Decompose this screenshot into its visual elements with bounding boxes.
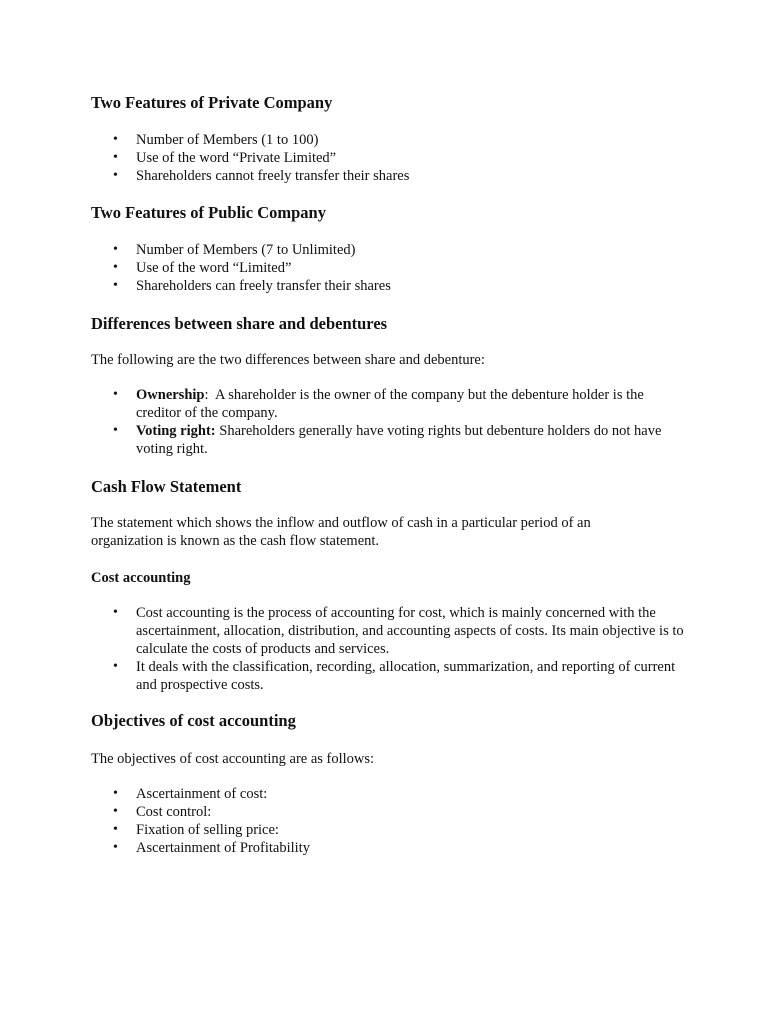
heading-public-company: Two Features of Public Company (91, 203, 326, 222)
cash-flow-body: The statement which shows the inflow and outflow of cash in a particular period of an organization is known as the cash flow statement. (91, 515, 591, 549)
heading-private-company: Two Features of Private Company (91, 93, 333, 112)
list-item: • Cost control: (113, 804, 212, 820)
bullet-icon: • (113, 659, 118, 674)
differences-intro: The following are the two differences between share and debenture: (91, 352, 485, 368)
cost-accounting-list (0, 604, 684, 694)
list-item: • Voting right: Shareholders generally have voting rights but debenture holders do not have voting right. (113, 423, 662, 457)
list-item: • Shareholders can freely transfer their shares (113, 278, 391, 294)
bullet-icon: • (113, 423, 118, 438)
list-item: • Number of Members (7 to Unlimited) (113, 242, 356, 258)
bullet-icon: • (113, 840, 118, 855)
list-item: • Shareholders cannot freely transfer their shares (113, 168, 410, 184)
bullet-icon: • (113, 804, 118, 819)
list-item: • It deals with the classification, recording, allocation, summarization, and reporting of current and prospective costs. (113, 659, 676, 693)
heading-cash-flow: Cash Flow Statement (91, 477, 242, 496)
list-item: • Use of the word “Private Limited” (113, 150, 337, 166)
term-ownership: Ownership (136, 387, 205, 403)
public-company-list (0, 241, 684, 295)
bullet-icon: • (113, 605, 118, 620)
list-item: • Ascertainment of cost: (113, 786, 268, 802)
list-item: • Ascertainment of Profitability (113, 840, 310, 856)
bullet-icon: • (113, 786, 118, 801)
heading-differences: Differences between share and debentures (91, 314, 388, 333)
bullet-icon: • (113, 260, 118, 275)
term-voting-right: Voting right: (136, 423, 216, 439)
heading-objectives: Objectives of cost accounting (91, 711, 296, 730)
bullet-icon: • (113, 150, 118, 165)
list-item: • Fixation of selling price: (113, 822, 279, 838)
private-company-list (0, 131, 684, 185)
objectives-intro: The objectives of cost accounting are as follows: (91, 751, 375, 767)
heading-cost-accounting: Cost accounting (91, 570, 191, 586)
bullet-icon: • (113, 132, 118, 147)
bullet-icon: • (113, 278, 118, 293)
list-item: • Number of Members (1 to 100) (113, 132, 319, 148)
list-item: • Use of the word “Limited” (113, 260, 292, 276)
bullet-icon: • (113, 387, 118, 402)
list-item: • Ownership: A shareholder is the owner of the company but the debenture holder is the creditor of the company. (113, 387, 644, 421)
bullet-icon: • (113, 168, 118, 183)
list-item: • Cost accounting is the process of accounting for cost, which is mainly concerned with the ascertainment, allocation, distribution, and accounting aspects of costs. Its main objective is to calculate the costs of products and services. (113, 605, 684, 657)
objectives-list (0, 785, 684, 857)
bullet-icon: • (113, 822, 118, 837)
bullet-icon: • (113, 242, 118, 257)
differences-list (0, 386, 684, 458)
